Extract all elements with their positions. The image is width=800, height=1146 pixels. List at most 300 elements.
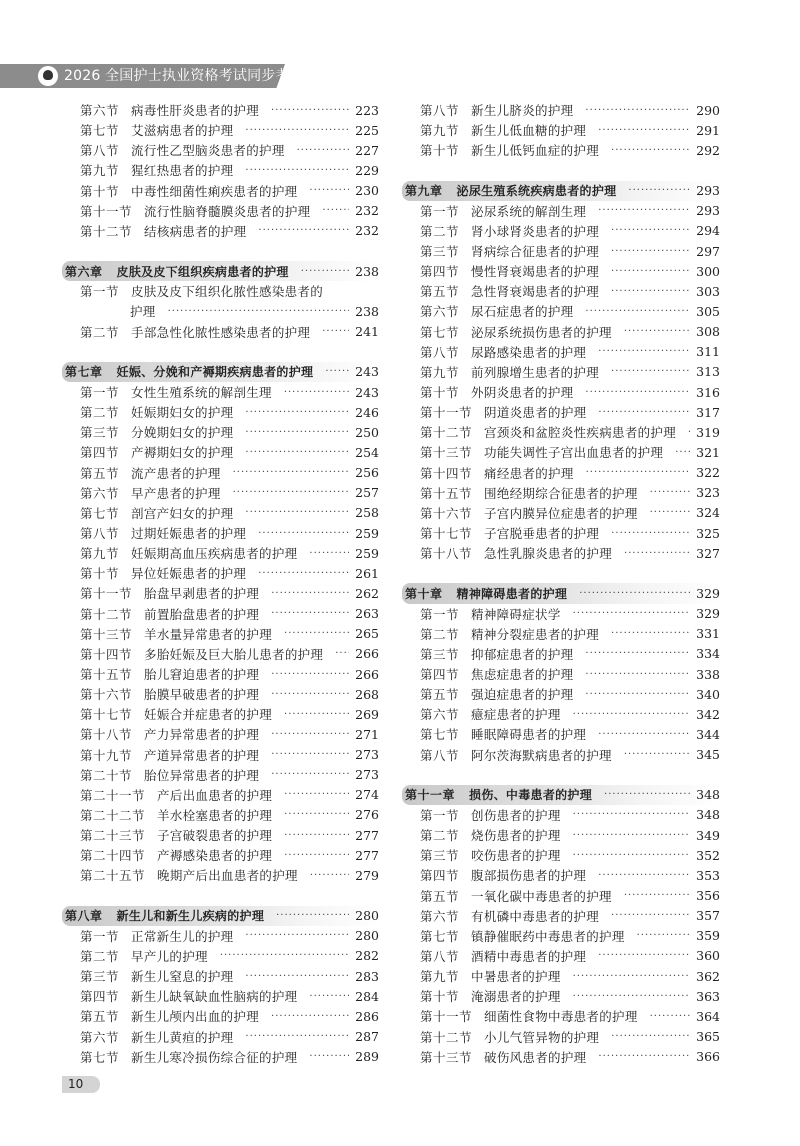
toc-section-title: 中暑患者的护理 [471, 969, 561, 985]
toc-section[interactable] [402, 201, 720, 221]
toc-section-title: 中毒性细菌性痢疾患者的护理 [131, 183, 298, 199]
toc-section[interactable] [402, 906, 720, 926]
toc-section[interactable] [62, 100, 379, 120]
dot-leader [573, 850, 691, 861]
toc-section-page: 279 [355, 867, 379, 883]
toc-section-label: 第六节 [80, 485, 120, 501]
toc-section-title: 酒精中毒患者的护理 [471, 948, 587, 964]
toc-section[interactable] [62, 664, 379, 684]
dot-leader [611, 266, 690, 277]
dot-leader [271, 669, 349, 680]
toc-section-title: 流产患者的护理 [131, 465, 221, 481]
dot-leader [258, 568, 349, 579]
toc-section-label: 第三节 [420, 244, 460, 260]
toc-section-title: 睡眠障碍患者的护理 [471, 727, 587, 743]
toc-chapter[interactable] [402, 785, 720, 805]
toc-section[interactable] [402, 402, 720, 422]
toc-section-page: 280 [355, 928, 379, 944]
toc-section-title: 阿尔茨海默病患者的护理 [471, 747, 612, 763]
toc-section[interactable] [402, 624, 720, 644]
dot-leader [637, 930, 691, 941]
toc-section-page: 357 [696, 908, 720, 924]
toc-section-continued[interactable] [62, 301, 379, 321]
toc-section-page: 308 [696, 324, 720, 340]
toc-section-page: 290 [696, 102, 720, 118]
dot-leader [611, 246, 690, 257]
dot-leader [309, 548, 349, 559]
dot-leader [598, 1051, 690, 1062]
toc-column-right [402, 100, 720, 1067]
dot-leader [258, 225, 349, 236]
toc-section-page: 262 [355, 585, 379, 601]
toc-section[interactable] [402, 986, 720, 1006]
toc-section-label: 第三节 [420, 646, 460, 662]
toc-section[interactable] [62, 160, 379, 180]
toc-section-label: 第一节 [420, 606, 460, 622]
toc-section-label: 第十三节 [420, 445, 473, 461]
dot-leader [611, 910, 690, 921]
toc-section-page: 317 [696, 404, 720, 420]
toc-section-label: 第六节 [420, 908, 460, 924]
toc-section-page: 366 [696, 1049, 720, 1065]
dot-leader [233, 467, 350, 478]
toc-section[interactable] [62, 483, 379, 503]
dot-leader [585, 306, 690, 317]
toc-section-label: 第十节 [420, 385, 460, 401]
toc-section[interactable] [402, 382, 720, 402]
toc-section-title: 新生儿脐炎的护理 [471, 103, 574, 119]
dot-leader [309, 991, 349, 1002]
dot-leader [624, 749, 690, 760]
toc-section-label: 第十四节 [80, 646, 133, 662]
toc-section-title: 结核病患者的护理 [144, 223, 247, 239]
toc-section[interactable] [62, 503, 379, 523]
toc-section[interactable] [402, 1026, 720, 1046]
toc-section-label: 第十三节 [420, 1049, 473, 1065]
toc-section-label: 第十节 [80, 183, 120, 199]
toc-section-label: 第二节 [80, 324, 120, 340]
dot-leader [573, 991, 691, 1002]
toc-section[interactable] [62, 140, 379, 160]
dot-leader [245, 971, 349, 982]
toc-section-title: 异位妊娠患者的护理 [131, 566, 247, 582]
dot-leader [297, 145, 350, 156]
toc-section[interactable] [402, 463, 720, 483]
toc-section-title: 妊娠合并症患者的护理 [144, 707, 273, 723]
toc-section-page: 292 [696, 142, 720, 158]
toc-section-label: 第十五节 [420, 485, 473, 501]
toc-section[interactable] [62, 201, 379, 221]
toc-section-title: 胎膜早破患者的护理 [144, 687, 260, 703]
toc-section[interactable] [402, 241, 720, 261]
toc-section-title: 外阴炎患者的护理 [471, 385, 574, 401]
toc-section[interactable] [62, 1026, 379, 1046]
toc-section-page: 340 [696, 686, 720, 702]
toc-section[interactable] [62, 1006, 379, 1026]
block-spacer [62, 241, 379, 261]
toc-section-title: 烧伤患者的护理 [471, 828, 561, 844]
toc-section[interactable] [402, 523, 720, 543]
dot-leader [276, 910, 349, 921]
toc-section-page: 286 [355, 1008, 379, 1024]
toc-section-title: 分娩期妇女的护理 [131, 425, 234, 441]
toc-section[interactable] [402, 704, 720, 724]
toc-section[interactable] [62, 181, 379, 201]
toc-section-title: 精神分裂症患者的护理 [471, 626, 600, 642]
toc-section-page: 349 [696, 827, 720, 843]
toc-section-page: 243 [355, 384, 379, 400]
toc-section-title: 胎儿窘迫患者的护理 [144, 667, 260, 682]
book-title: 2026 全国护士执业资格考试同步考题 [64, 68, 304, 84]
toc-section[interactable] [402, 1047, 720, 1067]
toc-section-page: 284 [355, 988, 379, 1004]
dot-leader [650, 507, 691, 518]
toc-section-label: 第十四节 [420, 465, 473, 481]
toc-section-label: 第二十一节 [80, 787, 146, 803]
toc-section-title: 手部急性化脓性感染患者的护理 [131, 324, 311, 340]
toc-section-label: 第十八节 [420, 546, 473, 562]
dot-leader [650, 1011, 691, 1022]
dot-leader [301, 266, 349, 277]
toc-section[interactable] [62, 604, 379, 624]
toc-section[interactable] [62, 322, 379, 342]
toc-section-page: 282 [355, 948, 379, 964]
toc-section-label: 第二十四节 [80, 848, 146, 864]
toc-section[interactable] [402, 604, 720, 624]
toc-section-label: 第七节 [420, 324, 460, 340]
dot-leader [284, 809, 349, 820]
toc-section[interactable] [62, 422, 379, 442]
toc-chapter-page: 293 [696, 183, 720, 199]
toc-section[interactable] [62, 825, 379, 845]
toc-section-label: 第八节 [80, 143, 120, 159]
toc-section[interactable] [62, 523, 379, 543]
dot-leader [573, 608, 691, 619]
toc-section-label: 第十节 [80, 566, 120, 582]
dot-leader [245, 507, 349, 518]
dot-leader [271, 689, 349, 700]
toc-section[interactable] [62, 463, 379, 483]
toc-section[interactable] [62, 946, 379, 966]
toc-chapter[interactable] [62, 906, 379, 926]
toc-section[interactable] [62, 402, 379, 422]
toc-section-title: 流行性脑脊髓膜炎患者的护理 [144, 203, 311, 219]
toc-chapter-label: 第八章 [65, 909, 103, 924]
toc-section-page: 327 [696, 545, 720, 561]
toc-section-title: 肾病综合征患者的护理 [471, 244, 600, 260]
dot-leader [245, 930, 349, 941]
dot-leader [611, 225, 690, 236]
toc-section-label: 第二十二节 [80, 807, 146, 823]
dot-leader [604, 789, 690, 800]
toc-section-title: 新生儿黄疸的护理 [131, 1029, 234, 1045]
toc-section-page: 287 [355, 1029, 379, 1045]
toc-section[interactable] [62, 724, 379, 744]
dot-leader [284, 830, 349, 841]
toc-section[interactable] [402, 946, 720, 966]
toc-section-label: 第四节 [420, 264, 460, 280]
toc-section[interactable] [402, 281, 720, 301]
toc-section-label: 第八节 [80, 526, 120, 542]
toc-chapter-page: 243 [355, 364, 379, 380]
toc-section[interactable] [62, 563, 379, 583]
block-spacer [62, 342, 379, 362]
toc-section-label: 第八节 [420, 948, 460, 964]
dot-leader [271, 588, 349, 599]
toc-chapter-title: 妊娠、分娩和产褥期疾病患者的护理 [116, 365, 314, 380]
dot-leader [284, 789, 349, 800]
toc-section-label: 第七节 [80, 1049, 120, 1065]
toc-chapter-title: 新生儿和新生儿疾病的护理 [116, 909, 265, 924]
toc-section-label: 第五节 [420, 888, 460, 904]
toc-section-page: 360 [696, 948, 720, 964]
toc-section-title: 胎盘早剥患者的护理 [144, 586, 260, 602]
toc-section[interactable] [62, 120, 379, 140]
toc-chapter[interactable] [402, 181, 720, 201]
toc-section-page: 323 [696, 485, 720, 501]
toc-section[interactable] [402, 845, 720, 865]
block-spacer [402, 563, 720, 583]
toc-section-page: 356 [696, 888, 720, 904]
toc-section-title: 早产患者的护理 [131, 485, 221, 501]
toc-chapter[interactable] [62, 261, 379, 281]
toc-section[interactable] [62, 684, 379, 704]
toc-section-title: 焦虑症患者的护理 [471, 667, 574, 682]
dot-leader [245, 125, 349, 136]
toc-section-label: 第九节 [420, 969, 460, 985]
toc-section[interactable] [402, 805, 720, 825]
dot-leader [598, 729, 690, 740]
toc-section[interactable] [62, 221, 379, 241]
toc-section-label: 第九节 [420, 364, 460, 380]
dot-leader [585, 669, 690, 680]
toc-section-page: 227 [355, 142, 379, 158]
toc-chapter[interactable] [402, 583, 720, 603]
dot-leader [624, 548, 690, 559]
dot-leader [168, 306, 350, 317]
toc-section-page: 364 [696, 1008, 720, 1024]
toc-section-page: 274 [355, 787, 379, 803]
toc-section-title: 新生儿低血糖的护理 [471, 123, 587, 139]
dot-leader [585, 648, 690, 659]
toc-section-page: 238 [355, 303, 379, 319]
toc-section[interactable] [402, 926, 720, 946]
toc-section-title: 艾滋病患者的护理 [131, 123, 234, 139]
toc-section-title: 创伤患者的护理 [471, 807, 561, 823]
toc-section-label: 第九节 [80, 163, 120, 179]
toc-section-label: 第四节 [80, 989, 120, 1005]
toc-section[interactable] [62, 805, 379, 825]
toc-section-title: 淹溺患者的护理 [471, 989, 561, 1005]
toc-section-page: 359 [696, 928, 720, 944]
toc-section[interactable] [402, 442, 720, 462]
toc-chapter-title: 皮肤及皮下组织疾病患者的护理 [116, 264, 289, 279]
toc-section[interactable] [402, 724, 720, 744]
toc-section[interactable] [402, 684, 720, 704]
toc-section[interactable] [402, 362, 720, 382]
toc-section-page: 250 [355, 424, 379, 440]
toc-section[interactable] [402, 664, 720, 684]
toc-chapter[interactable] [62, 362, 379, 382]
toc-section[interactable] [62, 644, 379, 664]
toc-section[interactable] [62, 785, 379, 805]
dot-leader [598, 205, 690, 216]
toc-section-title: 正常新生儿的护理 [131, 928, 234, 944]
toc-section-label: 第七节 [420, 928, 460, 944]
toc-section[interactable] [62, 281, 379, 301]
toc-section-page: 342 [696, 706, 720, 722]
toc-section-label: 第三节 [80, 425, 120, 441]
toc-section[interactable] [402, 885, 720, 905]
toc-section-page: 283 [355, 968, 379, 984]
toc-section-title: 女性生殖系统的解剖生理 [131, 385, 272, 401]
toc-section-title: 肾小球肾炎患者的护理 [471, 223, 600, 239]
toc-chapter-title: 精神障碍患者的护理 [456, 586, 568, 601]
toc-section[interactable] [62, 865, 379, 885]
toc-section-page: 300 [696, 263, 720, 279]
toc-section[interactable] [402, 503, 720, 523]
toc-section[interactable] [62, 382, 379, 402]
toc-section-page: 353 [696, 867, 720, 883]
toc-section[interactable] [402, 644, 720, 664]
toc-section[interactable] [62, 543, 379, 563]
toc-section[interactable] [402, 422, 720, 442]
dot-leader [598, 950, 690, 961]
toc-section-label: 第二十节 [80, 767, 133, 783]
toc-section-title: 子宫破裂患者的护理 [157, 828, 273, 844]
toc-section-label: 第五节 [80, 465, 120, 481]
toc-section-label: 第一节 [80, 385, 120, 401]
dot-leader [598, 346, 690, 357]
dot-leader [245, 165, 349, 176]
toc-section[interactable] [402, 483, 720, 503]
toc-section[interactable] [402, 1006, 720, 1026]
toc-section[interactable] [62, 1047, 379, 1067]
toc-section-label: 第十二节 [420, 425, 473, 441]
toc-section-title: 尿路感染患者的护理 [471, 344, 587, 360]
toc-section-page: 297 [696, 243, 720, 259]
toc-section-page: 291 [696, 122, 720, 138]
toc-section[interactable] [62, 845, 379, 865]
toc-section-title: 急性肾衰竭患者的护理 [471, 284, 600, 300]
toc-section-label: 第十节 [420, 143, 460, 159]
toc-section-label: 第十节 [420, 989, 460, 1005]
toc-section[interactable] [62, 583, 379, 603]
toc-section-page: 319 [696, 424, 720, 440]
toc-section[interactable] [62, 745, 379, 765]
toc-section-title: 新生儿窒息的护理 [131, 969, 234, 985]
toc-section-label: 第十七节 [420, 526, 473, 542]
toc-section[interactable] [402, 301, 720, 321]
toc-section-label: 第三节 [420, 848, 460, 864]
toc-section[interactable] [402, 865, 720, 885]
toc-section-title: 一氧化碳中毒患者的护理 [471, 888, 612, 904]
toc-section-label: 第十三节 [80, 626, 133, 642]
dot-leader [585, 105, 690, 116]
toc-section[interactable] [62, 624, 379, 644]
toc-section-page: 257 [355, 485, 379, 501]
dot-leader [271, 105, 349, 116]
toc-section-page: 232 [355, 203, 379, 219]
dot-leader [245, 427, 349, 438]
toc-section[interactable] [402, 140, 720, 160]
toc-section-page: 334 [696, 646, 720, 662]
toc-section-title: 猩红热患者的护理 [131, 163, 234, 179]
toc-section-page: 265 [355, 626, 379, 642]
toc-chapter-label: 第九章 [405, 184, 443, 199]
toc-section[interactable] [402, 100, 720, 120]
toc-section-page: 229 [355, 162, 379, 178]
toc-section-label: 第一节 [420, 203, 460, 219]
toc-section-page: 273 [355, 747, 379, 763]
toc-section-title: 羊水栓塞患者的护理 [157, 807, 273, 823]
toc-section-label: 第六节 [420, 304, 460, 320]
toc-section[interactable] [62, 704, 379, 724]
toc-section-page: 294 [696, 223, 720, 239]
toc-section-title: 病毒性肝炎患者的护理 [131, 103, 260, 119]
toc-section-label: 第八节 [420, 747, 460, 763]
dot-leader [611, 628, 690, 639]
block-spacer [402, 160, 720, 180]
toc-chapter-page: 280 [355, 908, 379, 924]
toc-section-label: 第四节 [420, 667, 460, 682]
toc-section-label: 第七节 [80, 505, 120, 521]
toc-section-title: 胎位异常患者的护理 [144, 767, 260, 783]
toc-section-label: 第十五节 [80, 667, 133, 682]
toc-section-title: 有机磷中毒患者的护理 [471, 908, 600, 924]
toc-section[interactable] [62, 926, 379, 946]
toc-section[interactable] [402, 745, 720, 765]
toc-section[interactable] [402, 261, 720, 281]
toc-section[interactable] [402, 342, 720, 362]
toc-section-label: 第五节 [80, 1009, 120, 1025]
dot-leader [233, 487, 350, 498]
toc-section-title: 强迫症患者的护理 [471, 687, 574, 703]
toc-chapter-page: 348 [696, 787, 720, 803]
toc-chapter-label: 第十章 [405, 586, 443, 601]
toc-section-page: 268 [355, 686, 379, 702]
toc-section[interactable] [402, 966, 720, 986]
toc-section-label: 第十一节 [420, 405, 473, 421]
toc-section[interactable] [62, 765, 379, 785]
toc-section-page: 289 [355, 1049, 379, 1065]
dot-leader [611, 286, 690, 297]
dot-leader [573, 971, 691, 982]
toc-section-label: 第十二节 [80, 606, 133, 622]
toc-section-title: 前置胎盘患者的护理 [144, 606, 260, 622]
toc-section-page: 259 [355, 545, 379, 561]
toc-section-label: 第四节 [80, 445, 120, 461]
toc-section[interactable] [402, 825, 720, 845]
toc-section[interactable] [402, 221, 720, 241]
toc-section[interactable] [62, 966, 379, 986]
toc-section[interactable] [402, 543, 720, 563]
toc-section-label: 第十六节 [420, 505, 473, 521]
dot-leader [650, 487, 691, 498]
toc-section[interactable] [62, 442, 379, 462]
dot-leader [573, 830, 691, 841]
block-spacer [402, 765, 720, 785]
toc-section-page: 259 [355, 525, 379, 541]
toc-section[interactable] [402, 120, 720, 140]
dot-leader [325, 366, 349, 377]
toc-section-title: 癔症患者的护理 [471, 707, 561, 723]
toc-section[interactable] [62, 986, 379, 1006]
toc-section-title: 新生儿缺氧缺血性脑病的护理 [131, 989, 298, 1005]
toc-section-label: 第二节 [420, 828, 460, 844]
toc-section-page: 303 [696, 283, 720, 299]
toc-section[interactable] [402, 322, 720, 342]
